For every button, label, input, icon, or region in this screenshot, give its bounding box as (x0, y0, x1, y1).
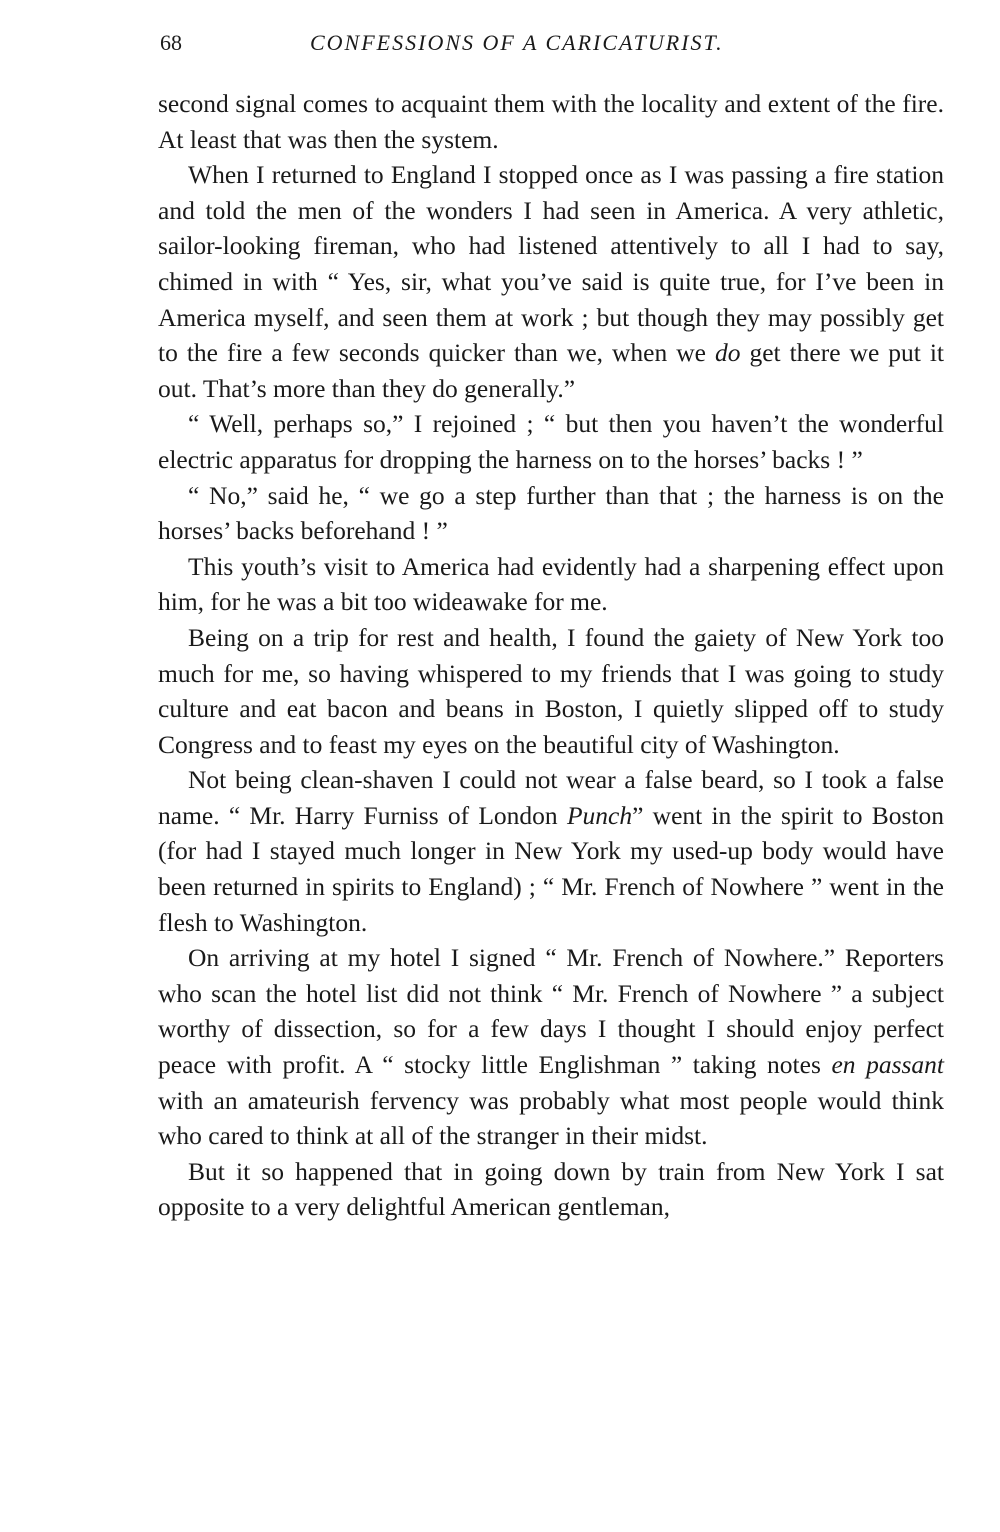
paragraph-9: But it so happened that in going down by train from New York I sat opposite to a very delightful American gentleman, (158, 1156, 944, 1222)
running-head (160, 30, 940, 60)
body-text (158, 86, 944, 1225)
running-title: CONFESSIONS OF A CARICATURIST. (310, 30, 724, 55)
paragraph-3: “ Well, perhaps so,” I rejoined ; “ but then you haven’t the wonderful electric apparatus for dropping the harness on to the horses’ backs ! ” (158, 409, 944, 474)
italic-phrase: en passant (831, 1050, 945, 1080)
paragraph-4: “ No,” said he, “ we go a step further than that ; the harness is on the horses’ backs beforehand ! ” (158, 480, 944, 546)
page-number: 68 (160, 30, 182, 55)
italic-emphasis: do (714, 338, 741, 368)
paragraph-7: Not being clean-shaven I could not wear a false beard, so I took a false name. “ Mr. Harry Furniss of London Punch” went in the spirit to Boston (for had I stayed much longer in New York my used-up body would have been returned in spirits to England) ; “ Mr. French of Nowhere ” went in the flesh to Washington. (158, 765, 944, 937)
paragraph-5: This youth’s visit to America had evidently had a sharpening effect upon him, for he was a bit too wideawake for me. (158, 551, 944, 617)
italic-title-punch: Punch (566, 800, 633, 830)
paragraph-6: Being on a trip for rest and health, I found the gaiety of New York too much for me, so having whispered to my friends that I was going to study culture and eat bacon and beans in Boston, I quietly slipped off to study Congress and to feast my eyes on the beautiful city of Washington. (158, 622, 944, 759)
paragraph-8: On arriving at my hotel I signed “ Mr. French of Nowhere.” Reporters who scan the hotel list did not think “ Mr. French of Nowhere ” a subject worthy of dissection, so for a few days I thought I should enjoy perfect peace with profit. A “ stocky little Englishman ” taking notes en passant with an amateurish fervency was probably what most people would think who cared to think at all of the stranger in their midst. (158, 943, 945, 1151)
paragraph-1: second signal comes to acquaint them with the locality and extent of the fire. At least that was then the system. (158, 89, 944, 154)
paragraph-2: When I returned to England I stopped once as I was passing a fire station and told the men of the wonders I had seen in America. A very athletic, sailor-looking fireman, who had listened attentively to all I had to say, chimed in with “ Yes, sir, what you’ve said is quite true, for I’ve been in America myself, and seen them at work ; but though they may possibly get to the fire a few seconds quicker than we, when we do get there we put it out. That’s more than they do generally.” (158, 160, 944, 403)
